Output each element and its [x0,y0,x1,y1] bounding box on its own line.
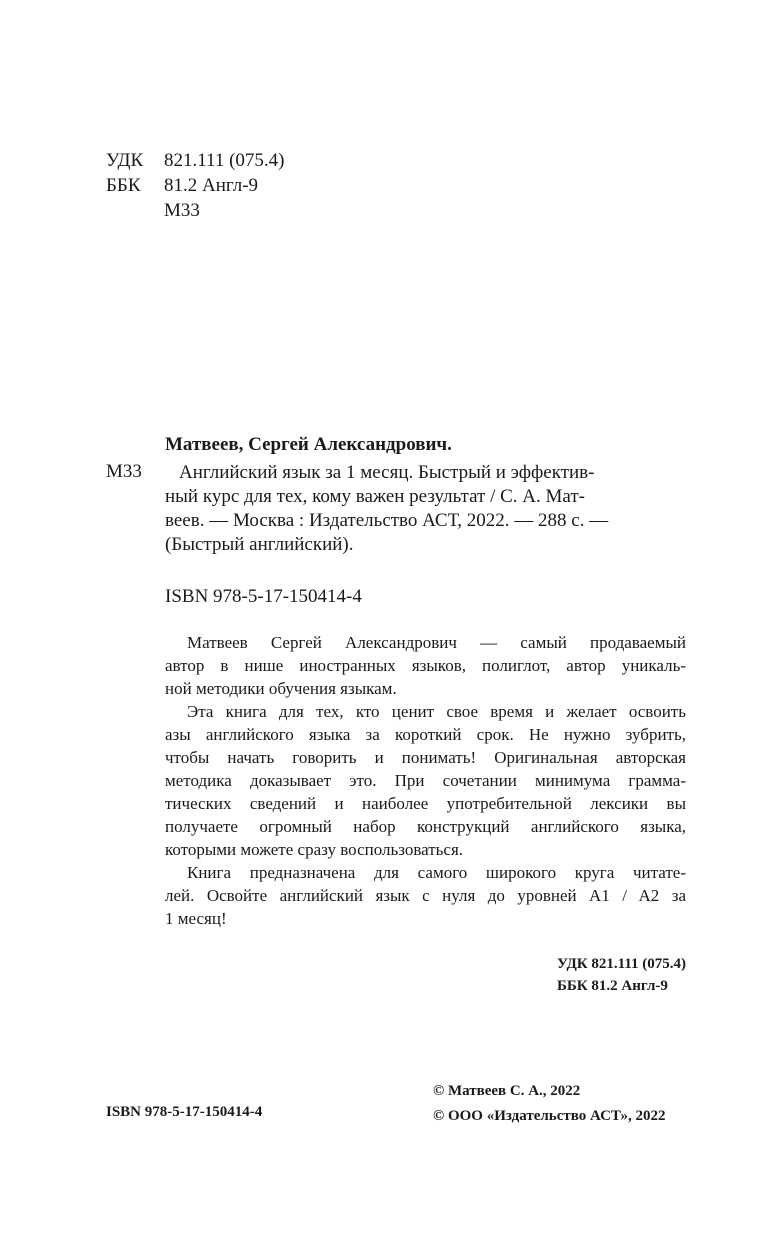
author-mark-label [106,198,164,223]
description-line: (Быстрый английский). [165,534,354,555]
abstract-line: Книга предназначена для самого широкого круга читате- [187,863,686,882]
udk-row [106,148,285,173]
footer-isbn: ISBN 978-5-17-150414-4 [106,1104,263,1120]
footer-udk: УДК 821.111 (075.4) [556,956,686,972]
abstract-line: Матвеев Сергей Александрович — самый продаваемый [187,633,686,652]
abstract-line: методика доказывает это. При сочетании минимума грамма- [165,771,686,790]
abstract-line: ной методики обучения языкам. [165,679,397,698]
abstract-line: тических сведений и наиболее употребительной лексики вы [165,794,686,813]
abstract-line: 1 месяц! [165,909,227,928]
udk-value: 821.111 (075.4) [164,150,285,171]
abstract-line: получаете огромный набор конструкций английского языка, [165,817,686,836]
description-line: веев. — Москва : Издательство АСТ, 2022. — 288 с. — [165,510,609,531]
abstract-line: Эта книга для тех, кто ценит свое время и желает освоить [187,702,686,721]
bbk-row [106,173,285,198]
bbk-value: 81.2 Англ-9 [164,175,259,196]
footer-codes [557,953,686,997]
abstract [165,631,686,930]
author-code: М33 [106,461,142,482]
abstract-line: азы английского языка за короткий срок. Не нужно зубрить, [165,725,686,744]
author-mark-value: М33 [164,200,200,221]
description-line: Английский язык за 1 месяц. Быстрый и эффектив- [179,462,595,483]
isbn-record: ISBN 978-5-17-150414-4 [165,586,362,607]
copyright-author: © Матвеев С. А., 2022 [433,1083,581,1099]
bibliographic-description [165,461,686,557]
bbk-label: ББК [106,175,141,196]
description-line: ный курс для тех, кому важен результат / С. А. Мат- [165,486,585,507]
classification-block [106,148,285,223]
abstract-line: чтобы начать говорить и понимать! Оригинальная авторская [165,748,686,767]
abstract-line: лей. Освойте английский язык с нуля до уровней A1 / A2 за [165,886,686,905]
abstract-line: которыми можете сразу воспользоваться. [165,840,464,859]
author-heading: Матвеев, Сергей Александрович. [165,434,452,455]
copyright-publisher: © ООО «Издательство АСТ», 2022 [433,1108,666,1124]
copyright-block [433,1079,666,1129]
abstract-line: автор в нише иностранных языков, полиглот, автор уникаль- [165,656,686,675]
udk-label: УДК [106,150,144,171]
author-mark-row [106,198,285,223]
footer-bbk: ББК 81.2 Англ-9 [556,978,668,994]
